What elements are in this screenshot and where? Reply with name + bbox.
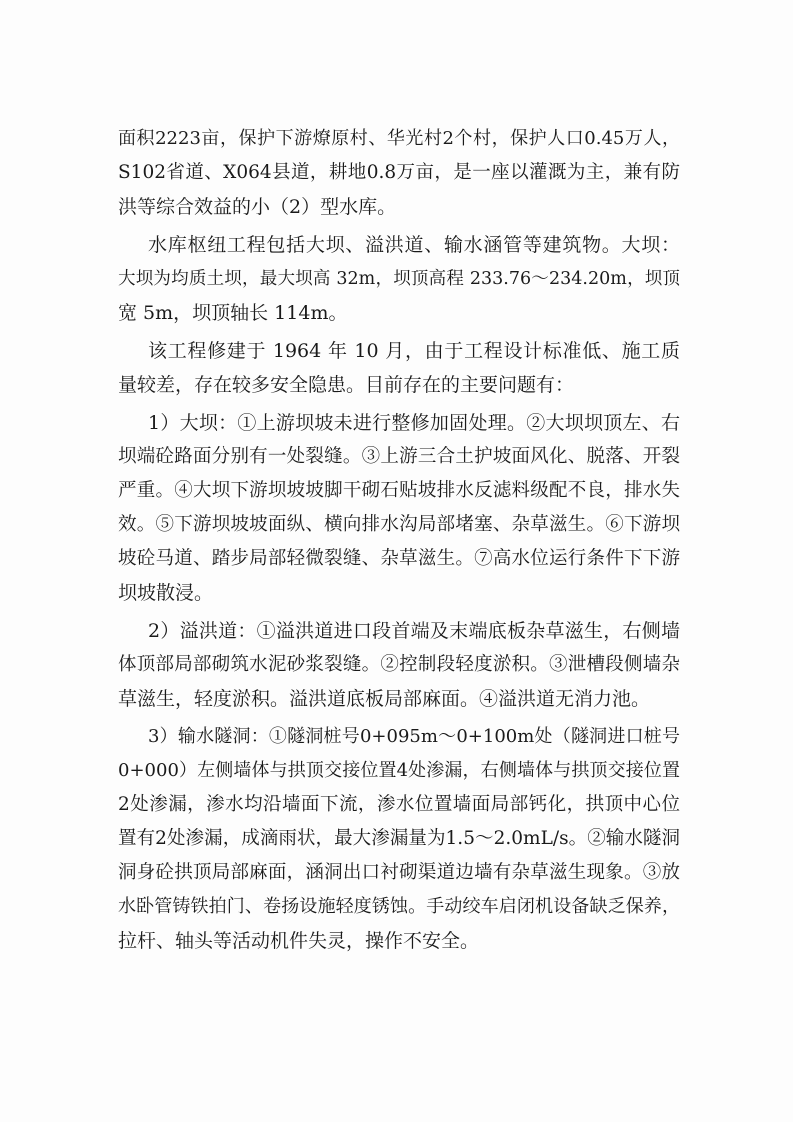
body-text [118, 122, 680, 958]
text-line: 该工程修建于 1964 年 10 月，由于工程设计标准低、施工质 [148, 340, 680, 362]
text-line: 量较差，存在较多安全隐患。目前存在的主要问题有： [118, 374, 575, 396]
text-line: S102省道、X064县道，耕地0.8万亩，是一座以灌溉为主，兼有防 [118, 162, 680, 183]
text-line: 宽 5m，坝顶轴长 114m。 [118, 302, 348, 324]
text-line: 洪等综合效益的小（2）型水库。 [118, 196, 397, 218]
text-line: 坝端砼路面分别有一处裂缝。③上游三合土护坡面风化、脱落、开裂 [118, 446, 680, 467]
text-line: 水卧管铸铁拍门、卷扬设施轻度锈蚀。手动绞车启闭机设备缺乏保养， [118, 896, 680, 917]
text-line: 坡砼马道、踏步局部轻微裂缝、杂草滋生。⑦高水位运行条件下下游 [118, 548, 680, 569]
text-line: 面积2223亩，保护下游燎原村、华光村2个村，保护人口0.45万人， [118, 128, 680, 149]
text-line: 2）溢洪道：①溢洪道进口段首端及末端底板杂草滋生，右侧墙 [148, 620, 680, 642]
text-line: 3）输水隧洞：①隧洞桩号0+095m～0+100m处（隧洞进口桩号 [148, 726, 680, 747]
text-line: 严重。④大坝下游坝坡坡脚干砌石贴坡排水反滤料级配不良，排水失 [118, 480, 680, 501]
text-line: 0+000）左侧墙体与拱顶交接位置4处渗漏，右侧墙体与拱顶交接位置 [118, 760, 680, 781]
text-line: 坝坡散浸。 [118, 582, 214, 604]
text-line: 2处渗漏，渗水均沿墙面下流，渗水位置墙面局部钙化，拱顶中心位 [118, 794, 680, 815]
text-line: 效。⑤下游坝坡坡面纵、横向排水沟局部堵塞、杂草滋生。⑥下游坝 [118, 514, 680, 535]
text-line: 草滋生，轻度淤积。溢洪道底板局部麻面。④溢洪道无消力池。 [118, 688, 651, 710]
text-line: 水库枢纽工程包括大坝、溢洪道、输水涵管等建筑物。大坝： [148, 234, 680, 256]
text-line: 大坝为均质土坝，最大坝高 32m，坝顶高程 233.76～234.20m，坝顶 [118, 269, 680, 289]
text-line: 洞身砼拱顶局部麻面，涵洞出口衬砌渠道边墙有杂草滋生现象。③放 [118, 862, 680, 883]
text-line: 1）大坝：①上游坝坡未进行整修加固处理。②大坝坝顶左、右 [148, 412, 680, 434]
text-line: 拉杆、轴头等活动机件失灵，操作不安全。 [118, 930, 480, 952]
text-line: 置有2处渗漏，成滴雨状，最大渗漏量为1.5～2.0mL/s。②输水隧洞 [118, 828, 680, 849]
text-line: 体顶部局部砌筑水泥砂浆裂缝。②控制段轻度淤积。③泄槽段侧墙杂 [118, 654, 680, 675]
